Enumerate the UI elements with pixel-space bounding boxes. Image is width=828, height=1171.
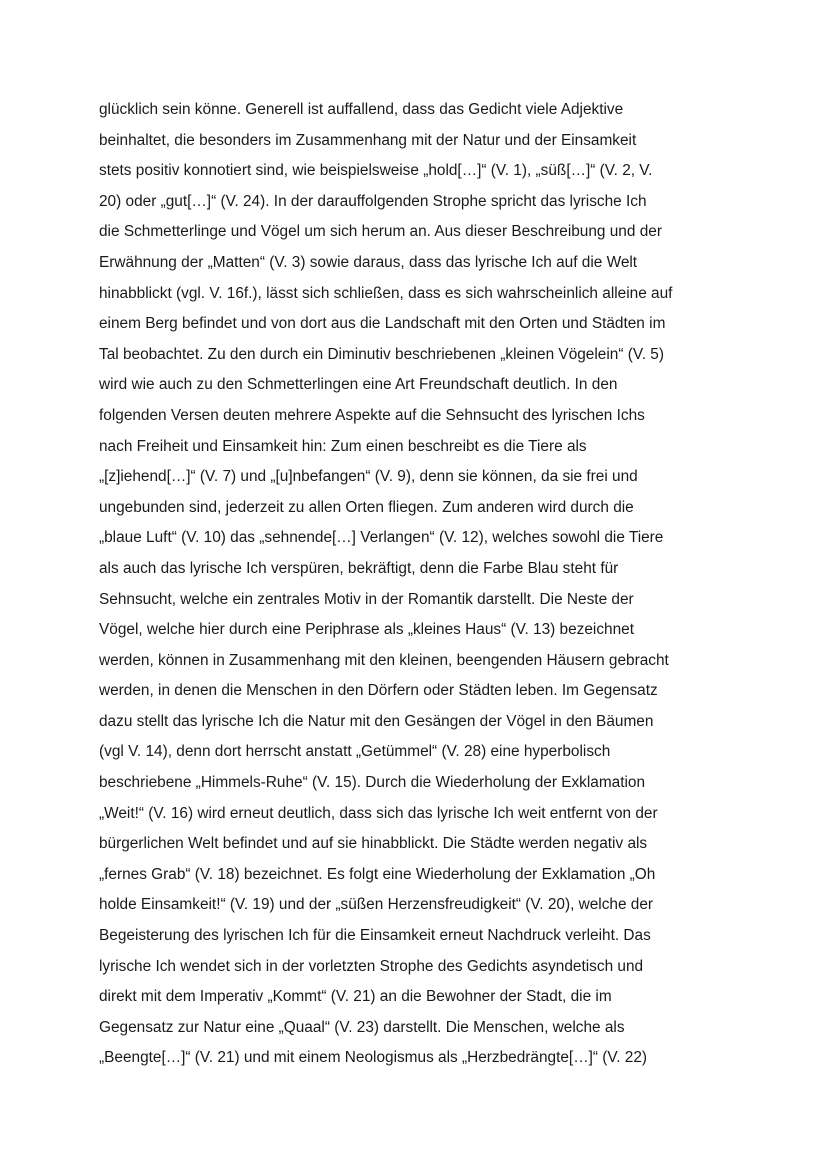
text-line: glücklich sein könne. Generell ist auffallend, dass das Gedicht viele Adjektive [99,101,624,118]
text-line: nach Freiheit und Einsamkeit hin: Zum einen beschreibt es die Tiere als [99,437,587,455]
text-line: „[z]iehend[…]“ (V. 7) und „[u]nbefangen“ (V. 9), denn sie können, da sie frei und [99,468,638,486]
text-line: beinhaltet, die besonders im Zusammenhang mit der Natur und der Einsamkeit [99,131,637,149]
text-line: wird wie auch zu den Schmetterlingen eine Art Freundschaft deutlich. In den [99,376,618,394]
text-line: Sehnsucht, welche ein zentrales Motiv in der Romantik darstellt. Die Neste der [99,590,634,608]
text-line: lyrische Ich wendet sich in der vorletzten Strophe des Gedichts asyndetisch und [99,957,644,975]
text-line: die Schmetterlinge und Vögel um sich herum an. Aus dieser Beschreibung und der [99,223,662,241]
text-line: Begeisterung des lyrischen Ich für die Einsamkeit erneut Nachdruck verleiht. Das [99,927,651,945]
text-line: hinabblickt (vgl. V. 16f.), lässt sich schließen, dass es sich wahrscheinlich alleine auf [99,284,673,302]
text-line: bürgerlichen Welt befindet und auf sie hinabblickt. Die Städte werden negativ als [99,835,648,853]
text-line: ungebunden sind, jederzeit zu allen Orten fliegen. Zum anderen wird durch die [99,498,634,516]
text-line: (vgl V. 14), denn dort herrscht anstatt „Getümmel“ (V. 28) eine hyperbolisch [99,743,611,761]
text-line: stets positiv konnotiert sind, wie beispielsweise „hold[…]“ (V. 1), „süß[…]“ (V. 2, V. [99,162,653,180]
text-line: direkt mit dem Imperativ „Kommt“ (V. 21) an die Bewohner der Stadt, die im [99,988,612,1006]
text-line: „fernes Grab“ (V. 18) bezeichnet. Es folgt eine Wiederholung der Exklamation „Oh [99,865,656,883]
text-line: werden, können in Zusammenhang mit den kleinen, beengenden Häusern gebracht [99,651,669,669]
text-line: „Weit!“ (V. 16) wird erneut deutlich, dass sich das lyrische Ich weit entfernt von der [99,804,658,822]
text-line: werden, in denen die Menschen in den Dörfern oder Städten leben. Im Gegensatz [99,682,658,700]
text-line: 20) oder „gut[…]“ (V. 24). In der darauffolgenden Strophe spricht das lyrische Ich [99,192,647,210]
text-line: „blaue Luft“ (V. 10) das „sehnende[…] Verlangen“ (V. 12), welches sowohl die Tiere [99,529,664,547]
text-line: als auch das lyrische Ich verspüren, bekräftigt, denn die Farbe Blau steht für [99,559,619,577]
text-line: einem Berg befindet und von dort aus die Landschaft mit den Orten und Städten im [99,315,666,333]
text-line: holde Einsamkeit!“ (V. 19) und der „süßen Herzensfreudigkeit“ (V. 20), welche der [99,896,654,914]
text-line: Tal beobachtet. Zu den durch ein Diminutiv beschriebenen „kleinen Vögelein“ (V. 5) [99,345,664,363]
body-text [99,95,679,1074]
text-line: folgenden Versen deuten mehrere Aspekte auf die Sehnsucht des lyrischen Ichs [99,406,645,424]
text-line: beschriebene „Himmels-Ruhe“ (V. 15). Durch die Wiederholung der Exklamation [99,774,646,792]
text-line: Gegensatz zur Natur eine „Quaal“ (V. 23) darstellt. Die Menschen, welche als [99,1018,625,1036]
text-line: „Beengte[…]“ (V. 21) und mit einem Neologismus als „Herzbedrängte[…]“ (V. 22) [99,1049,648,1067]
text-line: dazu stellt das lyrische Ich die Natur mit den Gesängen der Vögel in den Bäumen [99,712,654,730]
text-line: Vögel, welche hier durch eine Periphrase als „kleines Haus“ (V. 13) bezeichnet [99,621,634,639]
text-line: Erwähnung der „Matten“ (V. 3) sowie daraus, dass das lyrische Ich auf die Welt [99,253,638,271]
